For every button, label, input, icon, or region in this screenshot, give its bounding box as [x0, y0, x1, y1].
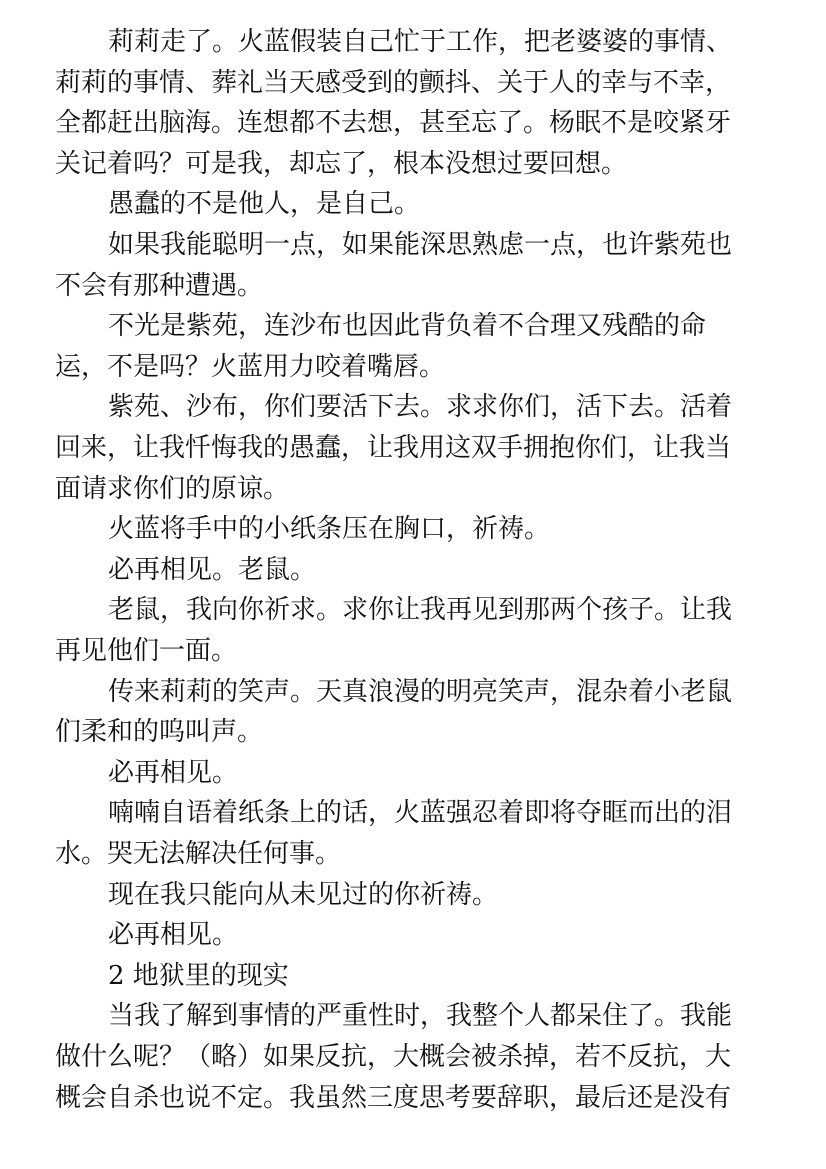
text-line: 必再相见。 [108, 920, 239, 951]
text-line: 必再相见。 [108, 757, 239, 788]
text-line: 水。哭无法解决任何事。 [55, 839, 342, 869]
text-line: 2 地狱里的现实 [108, 960, 289, 991]
text-line: 老鼠，我向你祈求。求你让我再见到那两个孩子。让我 [108, 595, 733, 626]
text-line: 传来莉莉的笑声。天真浪漫的明亮笑声，混杂着小老鼠 [108, 676, 733, 707]
text-line: 喃喃自语着纸条上的话，火蓝强忍着即将夺眶而出的泪 [108, 798, 733, 829]
text-line: 再见他们一面。 [55, 636, 238, 666]
text-line: 如果我能聪明一点，如果能深思熟虑一点，也许紫苑也 [108, 230, 733, 260]
text-line: 不会有那种遭遇。 [55, 270, 264, 301]
text-line: 运，不是吗？火蓝用力咬着嘴唇。 [55, 351, 446, 382]
text-line: 愚蠢的不是他人，是自己。 [108, 189, 421, 220]
text-line: 不光是紫苑，连沙布也因此背负着不合理又残酷的命 [108, 311, 707, 342]
text-line: 紫苑、沙布，你们要活下去。求求你们，活下去。活着 [108, 392, 733, 423]
text-line: 现在我只能向从未见过的你祈祷。 [108, 879, 499, 910]
text-line: 回来，让我忏悔我的愚蠢，让我用这双手拥抱你们，让我当 [55, 433, 732, 463]
text-line: 火蓝将手中的小纸条压在胸口，祈祷。 [108, 514, 551, 545]
text-line: 们柔和的呜叫声。 [55, 717, 264, 748]
text-line: 当我了解到事情的严重性时，我整个人都呆住了。我能 [108, 1001, 733, 1032]
text-line: 做什么呢？（略）如果反抗，大概会被杀掉，若不反抗，大 [55, 1042, 732, 1072]
text-line: 莉莉的事情、葬礼当天感受到的颤抖、关于人的幸与不幸， [55, 67, 732, 98]
text-line: 莉莉走了。火蓝假装自己忙于工作，把老婆婆的事情、 [108, 27, 733, 57]
text-line: 关记着吗？可是我，却忘了，根本没想过要回想。 [55, 148, 628, 179]
text-line: 必再相见。老鼠。 [108, 554, 317, 585]
text-line: 全都赶出脑海。连想都不去想，甚至忘了。杨眠不是咬紧牙 [55, 108, 732, 139]
text-line: 面请求你们的原谅。 [55, 473, 290, 504]
text-line: 概会自杀也说不定。我虽然三度思考要辞职，最后还是没有 [55, 1082, 732, 1113]
